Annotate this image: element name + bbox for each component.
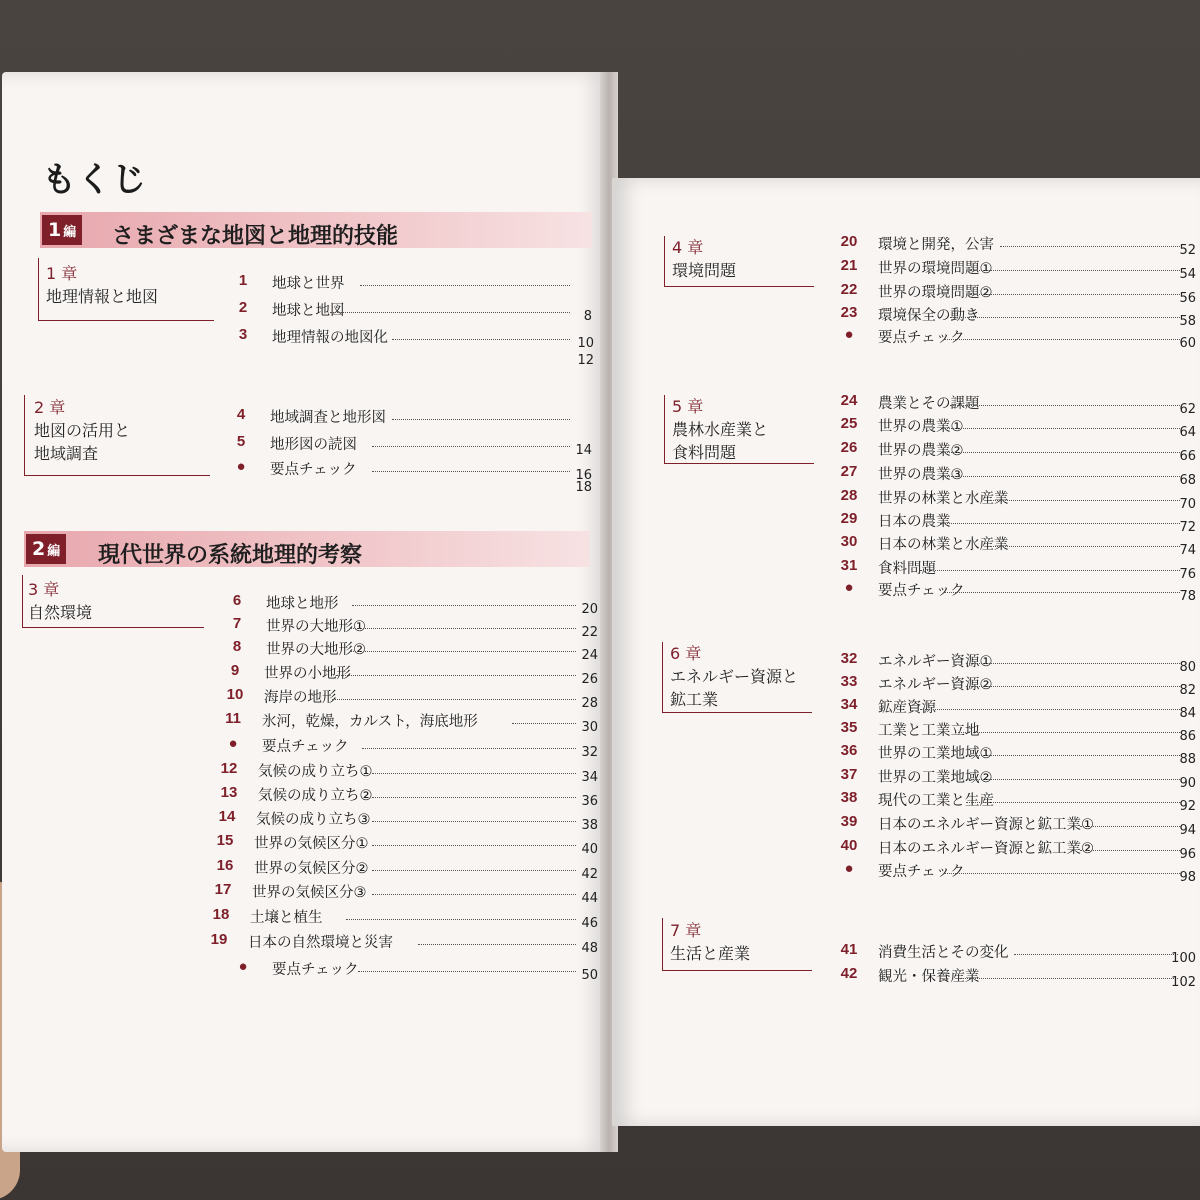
entry-title: 要点チェック [878,330,965,346]
entry-number: 3 [238,326,248,343]
page-number: 72 [1179,520,1196,535]
page-number: 60 [1179,336,1196,351]
toc-entry [834,696,1196,721]
page-number: 66 [1179,449,1196,464]
chapter-3-rule [22,575,23,627]
toc-entry [228,299,596,324]
page-number: 50 [581,968,598,983]
page-number: 62 [1179,402,1196,417]
entry-title: 地理情報の地図化 [272,330,388,346]
dot-leader [966,789,1180,803]
chapter-5-rule [664,395,665,463]
chapter-1-rule [38,258,39,320]
entry-title: 世界の大地形① [266,619,366,635]
page-number: 78 [1179,589,1196,604]
dot-leader [392,326,570,340]
page-number: 68 [1179,473,1196,488]
dot-leader [960,965,1178,979]
toc-entry [206,906,598,931]
entry-number: 20 [840,233,858,250]
chapter-6 [670,642,798,711]
dot-leader [330,299,570,313]
chapter-3-title: 自然環境 [28,603,93,622]
toc-entry [834,392,1196,417]
toc-entry [226,433,596,458]
chapter-7-title: 生活と産業 [670,944,751,963]
page-number: 56 [1179,291,1196,306]
entry-number: 31 [840,557,858,574]
page-number: 94 [1179,823,1196,838]
toc-entry [228,272,596,294]
page-number: 38 [581,818,598,833]
page-number: 100 [1171,951,1196,966]
dot-leader [350,638,576,652]
toc-entry [834,837,1196,862]
toc-entry [834,941,1196,966]
page-number: 54 [1179,267,1196,282]
toc-entry [834,233,1196,258]
page-number: 46 [581,916,598,931]
entry-number: 10 [226,686,244,703]
toc-entry [220,662,598,687]
page-number: 64 [1179,425,1196,440]
chapter-1-underline [38,320,214,321]
toc-entry [214,784,598,809]
dot-leader [392,406,570,420]
page-number: 12 [577,353,594,368]
entry-number: 25 [840,415,858,432]
chapter-1-number: 1 章 [46,264,78,283]
chapter-5-number: 5 章 [672,397,704,416]
entry-title: 世界の林業と水産業 [878,491,1009,507]
chapter-6-title-1: エネルギー資源と [670,667,799,686]
toc-entry [226,480,596,502]
entry-title: 日本の林業と水産業 [878,537,1009,553]
entry-number: 16 [216,857,234,874]
chapter-7-rule [662,918,663,970]
entry-title: 気候の成り立ち③ [256,812,371,828]
entry-title: 土壌と植生 [250,910,323,926]
bullet-icon: ● [238,958,248,975]
page-number: 24 [581,648,598,663]
page-number: 40 [581,842,598,857]
chapter-4 [672,236,736,282]
entry-title: 世界の工業地域① [878,746,993,762]
dot-leader [372,784,576,798]
entry-title: 地域調査と地形図 [270,410,386,426]
chapter-2-underline [24,475,210,476]
toc-entry [210,857,598,882]
entry-title: エネルギー資源① [878,654,993,670]
dot-leader [944,860,1180,874]
entry-number: 12 [220,760,238,777]
toc-entry [834,579,1196,604]
toc-entry [226,406,596,428]
chapter-1-title: 地理情報と地図 [46,287,159,306]
dot-leader [358,958,576,972]
dot-leader [942,439,1180,453]
part-2-tag: 2 編 [26,534,66,564]
chapter-4-title: 環境問題 [672,261,737,280]
toc-entry [834,673,1196,698]
chapter-2-title-1: 地図の活用と [34,421,131,440]
toc-entry [226,458,596,483]
page-number: 96 [1179,847,1196,862]
page-number: 70 [1179,497,1196,512]
entry-title: 食料問題 [878,561,936,577]
part-1-title: さまざまな地図と地理的技能 [112,224,399,249]
entry-title: 氷河，乾燥，カルスト，海底地形 [262,714,478,730]
entry-number: 26 [840,439,858,456]
entry-title: 日本の農業 [878,514,951,530]
bullet-icon: ● [844,860,854,877]
toc-entry [834,463,1196,488]
page-number: 18 [575,480,592,495]
dot-leader [362,735,576,749]
toc-entry [834,304,1196,329]
page-number: 82 [1179,683,1196,698]
page-number: 92 [1179,799,1196,814]
toc-entry [204,931,598,956]
page-number: 34 [581,770,598,785]
toc-entry [834,742,1196,767]
chapter-2-number: 2 章 [34,398,66,417]
entry-number: 39 [840,813,858,830]
dot-leader [958,719,1180,733]
entry-number: 11 [225,710,241,727]
entry-title: 世界の気候区分① [254,836,369,852]
page-number: 14 [575,443,592,458]
entry-number: 19 [210,931,228,948]
chapter-2-rule [24,395,25,475]
dot-leader [372,458,570,472]
dot-leader [942,463,1180,477]
chapter-2 [34,396,130,465]
entry-title: 環境保全の動き [878,308,980,324]
entry-number: 7 [232,615,242,632]
chapter-5 [672,395,768,464]
entry-title: 要点チェック [878,583,965,599]
chapter-6-underline [662,712,812,713]
page-number: 28 [581,696,598,711]
entry-title: 地球と地図 [272,303,345,319]
entry-title: 日本の自然環境と災害 [248,935,393,951]
entry-title: 日本のエネルギー資源と鉱工業① [878,817,1094,833]
page-number: 36 [581,794,598,809]
entry-title: エネルギー資源② [878,677,993,693]
entry-title: 農業とその課題 [878,396,980,412]
chapter-4-number: 4 章 [672,238,704,257]
dot-leader [966,766,1180,780]
dot-leader [372,881,576,895]
entry-title: 世界の小地形 [264,666,351,682]
entry-title: 世界の気候区分② [254,861,369,877]
dot-leader [332,686,576,700]
chapter-6-number: 6 章 [670,644,702,663]
entry-number: 24 [840,392,858,409]
entry-number: 5 [236,433,246,450]
page-number: 84 [1179,706,1196,721]
page-number: 44 [581,891,598,906]
entry-number: 17 [214,881,232,898]
toc-entry [834,439,1196,464]
page-number: 58 [1179,314,1196,329]
dot-leader [1000,233,1180,247]
dot-leader [352,592,576,606]
toc-entry [228,326,596,351]
entry-number: 42 [840,965,858,982]
toc-entry [222,615,598,640]
page-number: 16 [575,468,592,483]
entry-title: 現代の工業と生産 [878,793,994,809]
entry-number: 6 [232,592,242,609]
chapter-6-rule [662,642,663,712]
toc-entry [210,832,598,857]
page-number: 20 [581,602,598,617]
part-2-title: 現代世界の系統地理的考察 [98,543,363,568]
entry-number: 37 [840,766,858,783]
toc-entry [222,638,598,663]
toc-entry [834,789,1196,814]
toc-entry [834,415,1196,440]
dot-leader [372,760,576,774]
entry-number: 4 [236,406,246,423]
dot-leader [950,392,1180,406]
page-number: 90 [1179,776,1196,791]
dot-leader [970,257,1180,271]
entry-title: 地形図の読図 [270,437,357,453]
dot-leader [372,808,576,822]
entry-number: 36 [840,742,858,759]
entry-title: 環境と開発，公害 [878,237,994,253]
chapter-7-number: 7 章 [670,921,702,940]
entry-number: 38 [840,789,858,806]
dot-leader [372,433,570,447]
chapter-5-title-1: 農林水産業と [672,420,769,439]
chapter-1 [46,262,158,308]
chapter-2-title-2: 地域調査 [34,444,99,463]
entry-title: 地球と地形 [266,596,339,612]
chapter-7-underline [662,970,812,971]
page-number: 52 [1179,243,1196,258]
bullet-icon: ● [844,579,854,596]
entry-title: 要点チェック [272,962,359,978]
chapter-3-underline [22,627,204,628]
entry-number: 35 [840,719,858,736]
chapter-3 [28,578,92,624]
chapter-4-rule [664,236,665,286]
entry-title: 地球と世界 [272,276,345,292]
toc-entry [218,735,598,760]
dot-leader [942,415,1180,429]
toc-entry [222,592,598,617]
page-number: 32 [581,745,598,760]
chapter-6-title-2: 鉱工業 [670,690,719,709]
entry-number: 18 [212,906,230,923]
entry-number: 23 [840,304,858,321]
entry-title: 日本のエネルギー資源と鉱工業② [878,841,1094,857]
page-number: 98 [1179,870,1196,885]
bullet-icon: ● [844,326,854,343]
toc-entry [834,533,1196,558]
dot-leader [336,662,576,676]
page-number: 48 [581,941,598,956]
page-number: 30 [581,720,598,735]
entry-title: 海岸の地形 [264,690,337,706]
bullet-icon: ● [236,458,246,475]
toc-entry [228,958,598,983]
dot-leader [350,615,576,629]
bullet-icon: ● [228,735,238,752]
entry-title: 消費生活とその変化 [878,945,1009,961]
dot-leader [920,696,1180,710]
entry-title: 要点チェック [262,739,349,755]
entry-title: 要点チェック [270,462,357,478]
entry-number: 40 [840,837,858,854]
toc-entry [834,281,1196,306]
entry-title: 観光・保養産業 [878,969,980,985]
entry-number: 41 [840,941,858,958]
page-number: 80 [1179,660,1196,675]
page-number: 22 [581,625,598,640]
page-number: 88 [1179,752,1196,767]
dot-leader [372,832,576,846]
dot-leader [944,326,1180,340]
chapter-4-underline [664,286,814,287]
page-number: 42 [581,867,598,882]
entry-number: 9 [230,662,240,679]
page-number: 74 [1179,543,1196,558]
dot-leader [966,650,1180,664]
toc-entry [834,510,1196,535]
entry-number: 29 [840,510,858,527]
entry-title: 気候の成り立ち② [258,788,373,804]
chapter-7 [670,919,750,965]
entry-number: 15 [216,832,234,849]
dot-leader [418,931,576,945]
page-number: 26 [581,672,598,687]
entry-number: 22 [840,281,858,298]
toc-entry [834,860,1196,885]
dot-leader [944,579,1180,593]
entry-number: 32 [840,650,858,667]
entry-title: 世界の気候区分③ [252,885,367,901]
entry-title: 世界の農業① [878,419,964,435]
page-number: 76 [1179,567,1196,582]
entry-number: 13 [220,784,238,801]
entry-number: 1 [238,272,248,289]
entry-number: 34 [840,696,858,713]
part-1-tag: 1 編 [42,215,82,245]
dot-leader [360,272,570,286]
entry-number: 8 [232,638,242,655]
dot-leader [920,557,1180,571]
entry-title: 世界の環境問題② [878,285,993,301]
dot-leader [970,281,1180,295]
dot-leader [950,304,1180,318]
entry-number: 21 [840,257,858,274]
entry-title: 工業と工業立地 [878,723,980,739]
entry-title: 世界の農業③ [878,467,964,483]
entry-number: 27 [840,463,858,480]
toc-entry [834,557,1196,582]
toc-entry [834,257,1196,282]
entry-title: 世界の環境問題① [878,261,993,277]
page-number: 102 [1171,975,1196,990]
chapter-5-title-2: 食料問題 [672,443,737,462]
chapter-3-number: 3 章 [28,580,60,599]
entry-title: 世界の工業地域② [878,770,993,786]
toc-entry [834,487,1196,512]
dot-leader [372,857,576,871]
dot-leader [966,673,1180,687]
dot-leader [990,533,1180,547]
toc-entry [834,813,1196,838]
page-number: 8 [583,309,592,324]
dot-leader [990,487,1180,501]
entry-title: 気候の成り立ち① [258,764,373,780]
entry-number: 28 [840,487,858,504]
toc-entry [228,353,596,375]
entry-number: 33 [840,673,858,690]
toc-entry [214,760,598,785]
page-number: 86 [1179,729,1196,744]
toc-entry [834,766,1196,791]
entry-number: 30 [840,533,858,550]
page-title: もくじ [42,160,147,200]
entry-title: 世界の大地形② [266,642,366,658]
toc-entry [208,881,598,906]
toc-entry [212,808,598,833]
entry-title: 世界の農業② [878,443,964,459]
dot-leader [966,742,1180,756]
entry-title: 鉱産資源 [878,700,936,716]
toc-entry [834,326,1196,351]
toc-entry [834,650,1196,675]
dot-leader [1014,941,1178,955]
toc-entry [220,686,598,711]
toc-entry [218,710,598,735]
entry-number: 2 [238,299,248,316]
entry-title: 要点チェック [878,864,965,880]
entry-number: 14 [218,808,236,825]
toc-entry [834,719,1196,744]
page-number: 10 [577,336,594,351]
dot-leader [346,906,576,920]
toc-entry [834,965,1196,990]
dot-leader [940,510,1180,524]
